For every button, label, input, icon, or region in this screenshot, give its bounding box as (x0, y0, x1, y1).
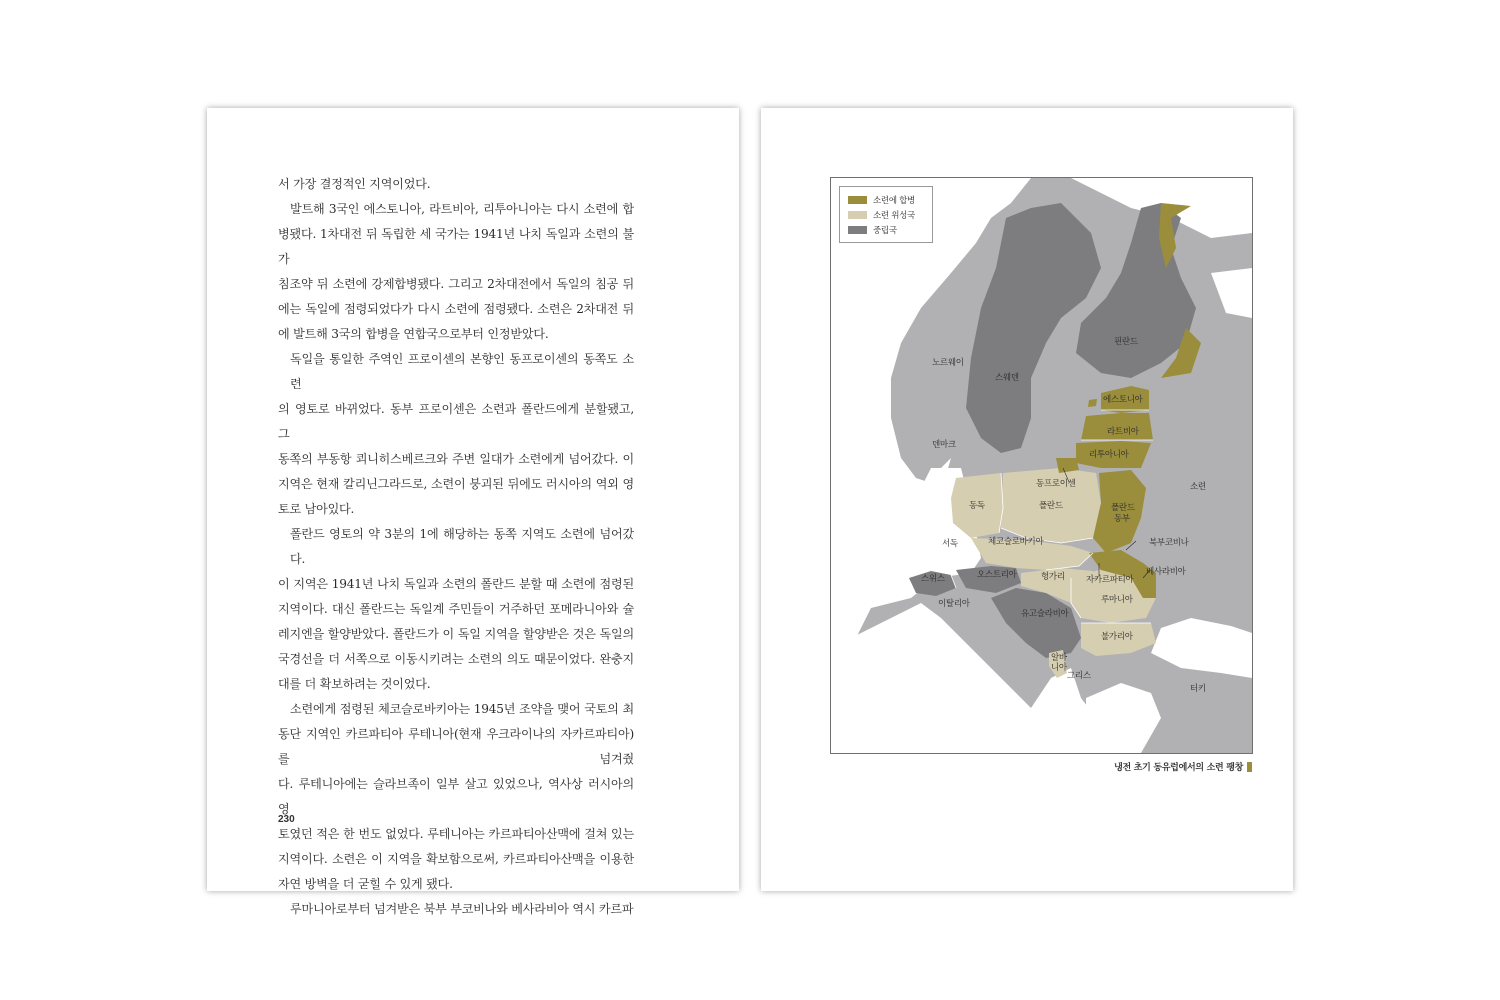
label-east-prussia: 동프로이센 (1036, 479, 1076, 489)
paragraph (278, 172, 634, 197)
label-north-bukovina: 북부코비나 (1149, 538, 1189, 548)
label-bessarabia: 베사라비아 (1146, 567, 1186, 577)
baltic-island (1088, 399, 1097, 407)
label-east-poland-2: 동부 (1114, 514, 1130, 524)
label-east-poland-1: 폴란드 (1111, 503, 1135, 513)
legend-label: 소련 위성국 (873, 211, 915, 221)
text-line: 소련에게 점령된 체코슬로바키아는 1945년 조약을 맺어 국토의 최 (290, 702, 634, 716)
paragraph (278, 197, 634, 347)
paragraph (278, 697, 634, 897)
legend-swatch-annexed (848, 196, 867, 204)
map-figure (830, 177, 1253, 754)
text-line: 에 발트해 3국의 합병을 연합국으로부터 인정받았다. (278, 327, 549, 341)
label-austria: 오스트리아 (977, 570, 1017, 580)
paragraph (278, 522, 634, 697)
legend-item-satellite (848, 209, 915, 221)
label-east-germany: 동독 (969, 501, 985, 511)
text-line: 자연 방벽을 더 굳힐 수 있게 됐다. (278, 877, 453, 891)
page-number: 230 (278, 814, 295, 825)
text-line: 레지엔을 할양받았다. 폴란드가 이 독일 지역을 할양받은 것은 독일의 (278, 627, 634, 641)
label-yugoslavia: 유고슬라비아 (1021, 609, 1069, 619)
label-greece: 그리스 (1067, 671, 1091, 681)
text-line: 동쪽의 부동항 쾨니히스베르크와 주변 일대가 소련에게 넘어갔다. 이 (278, 452, 634, 466)
right-page (761, 108, 1293, 891)
label-turkey: 터키 (1190, 684, 1206, 694)
label-albania-2: 니아 (1051, 663, 1067, 673)
text-line: 발트해 3국인 에스토니아, 라트비아, 리투아니아는 다시 소련에 합 (290, 202, 634, 216)
text-line: 폴란드 영토의 약 3분의 1에 해당하는 동쪽 지역도 소련에 넘어갔다. (290, 527, 634, 566)
text-line: 토로 남아있다. (278, 502, 355, 516)
label-soviet: 소련 (1190, 482, 1206, 492)
label-estonia: 에스토니아 (1103, 395, 1143, 405)
label-italy: 이탈리아 (938, 599, 970, 609)
text-line: 동단 지역인 카르파티아 루테니아(현재 우크라이나의 자카르파티아)를 넘겨줬 (278, 727, 634, 766)
text-line: 지역이다. 소련은 이 지역을 확보함으로써, 카르파티아산맥을 이용한 (278, 852, 634, 866)
text-line: 토였던 적은 한 번도 없었다. 루테니아는 카르파티아산맥에 걸쳐 있는 (278, 827, 634, 841)
text-line: 대를 더 확보하려는 것이었다. (278, 677, 431, 691)
label-poland: 폴란드 (1039, 501, 1063, 511)
text-line: 지역이다. 대신 폴란드는 독일계 주민들이 거주하던 포메라니아와 슐 (278, 602, 634, 616)
finland-region (1076, 203, 1196, 378)
eastern-sea-inlet (1211, 268, 1252, 318)
label-finland: 핀란드 (1114, 337, 1138, 347)
paragraph (278, 897, 634, 922)
aegean-sea (1086, 683, 1161, 753)
legend-swatch-neutral (848, 226, 867, 234)
text-line: 국경선을 더 서쪽으로 이동시키려는 소련의 의도 때문이었다. 완충지 (278, 652, 634, 666)
label-zakarpattia: 자카르파티아 (1086, 575, 1134, 585)
text-line: 침조약 뒤 소련에 강제합병됐다. 그리고 2차대전에서 독일의 침공 뒤 (278, 277, 634, 291)
text-line: 다. 루테니아에는 슬라브족이 일부 살고 있었으나, 역사상 러시아의 영 (278, 777, 634, 816)
label-switzerland: 스위스 (921, 574, 945, 584)
label-west-germany: 서독 (942, 539, 958, 549)
paragraph (278, 347, 634, 522)
label-czechoslovakia: 체코슬로바키아 (988, 537, 1044, 547)
text-line: 이 지역은 1941년 나치 독일과 소련의 폴란드 분할 때 소련에 점령된 (278, 577, 634, 591)
text-line: 지역은 현재 칼리닌그라드로, 소련이 붕괴된 뒤에도 러시아의 역외 영 (278, 477, 634, 491)
legend-label: 소련에 합병 (873, 196, 915, 206)
legend-item-neutral (848, 224, 897, 236)
legend-swatch-satellite (848, 211, 867, 219)
label-romania: 루마니아 (1101, 595, 1133, 605)
text-line: 독일을 통일한 주역인 프로이센의 본향인 동프로이센의 동쪽도 소련 (290, 352, 634, 391)
label-lithuania: 리투아니아 (1089, 450, 1129, 460)
label-sweden: 스웨덴 (995, 373, 1019, 383)
black-sea (1151, 618, 1252, 678)
figure-caption (1114, 760, 1252, 773)
label-norway: 노르웨이 (932, 358, 964, 368)
text-line: 의 영토로 바뀌었다. 동부 프로이센은 소련과 폴란드에게 분할됐고, 그 (278, 402, 634, 441)
caption-marker (1247, 762, 1252, 772)
legend-label: 중립국 (873, 226, 897, 236)
map-legend (839, 186, 933, 243)
text-line: 병됐다. 1차대전 뒤 독립한 세 국가는 1941년 나치 독일과 소련의 불가 (278, 227, 634, 266)
legend-item-annexed (848, 194, 915, 206)
body-text (278, 172, 634, 922)
label-latvia: 라트비아 (1107, 427, 1139, 437)
left-page (207, 108, 739, 916)
label-albania-1: 알바 (1051, 653, 1067, 663)
europe-map (831, 178, 1252, 753)
text-line: 에는 독일에 점령되었다가 다시 소련에 점령됐다. 소련은 2차대전 뒤 (278, 302, 634, 316)
caption-text: 냉전 초기 동유럽에서의 소련 팽창 (1114, 763, 1243, 773)
label-denmark: 덴마크 (932, 440, 956, 450)
label-hungary: 헝가리 (1041, 572, 1065, 582)
label-bulgaria: 불가리아 (1101, 632, 1133, 642)
text-line: 루마니아로부터 넘겨받은 북부 부코비나와 베사라비아 역시 카르파 (290, 902, 634, 916)
text-line: 서 가장 결정적인 지역이었다. (278, 177, 431, 191)
